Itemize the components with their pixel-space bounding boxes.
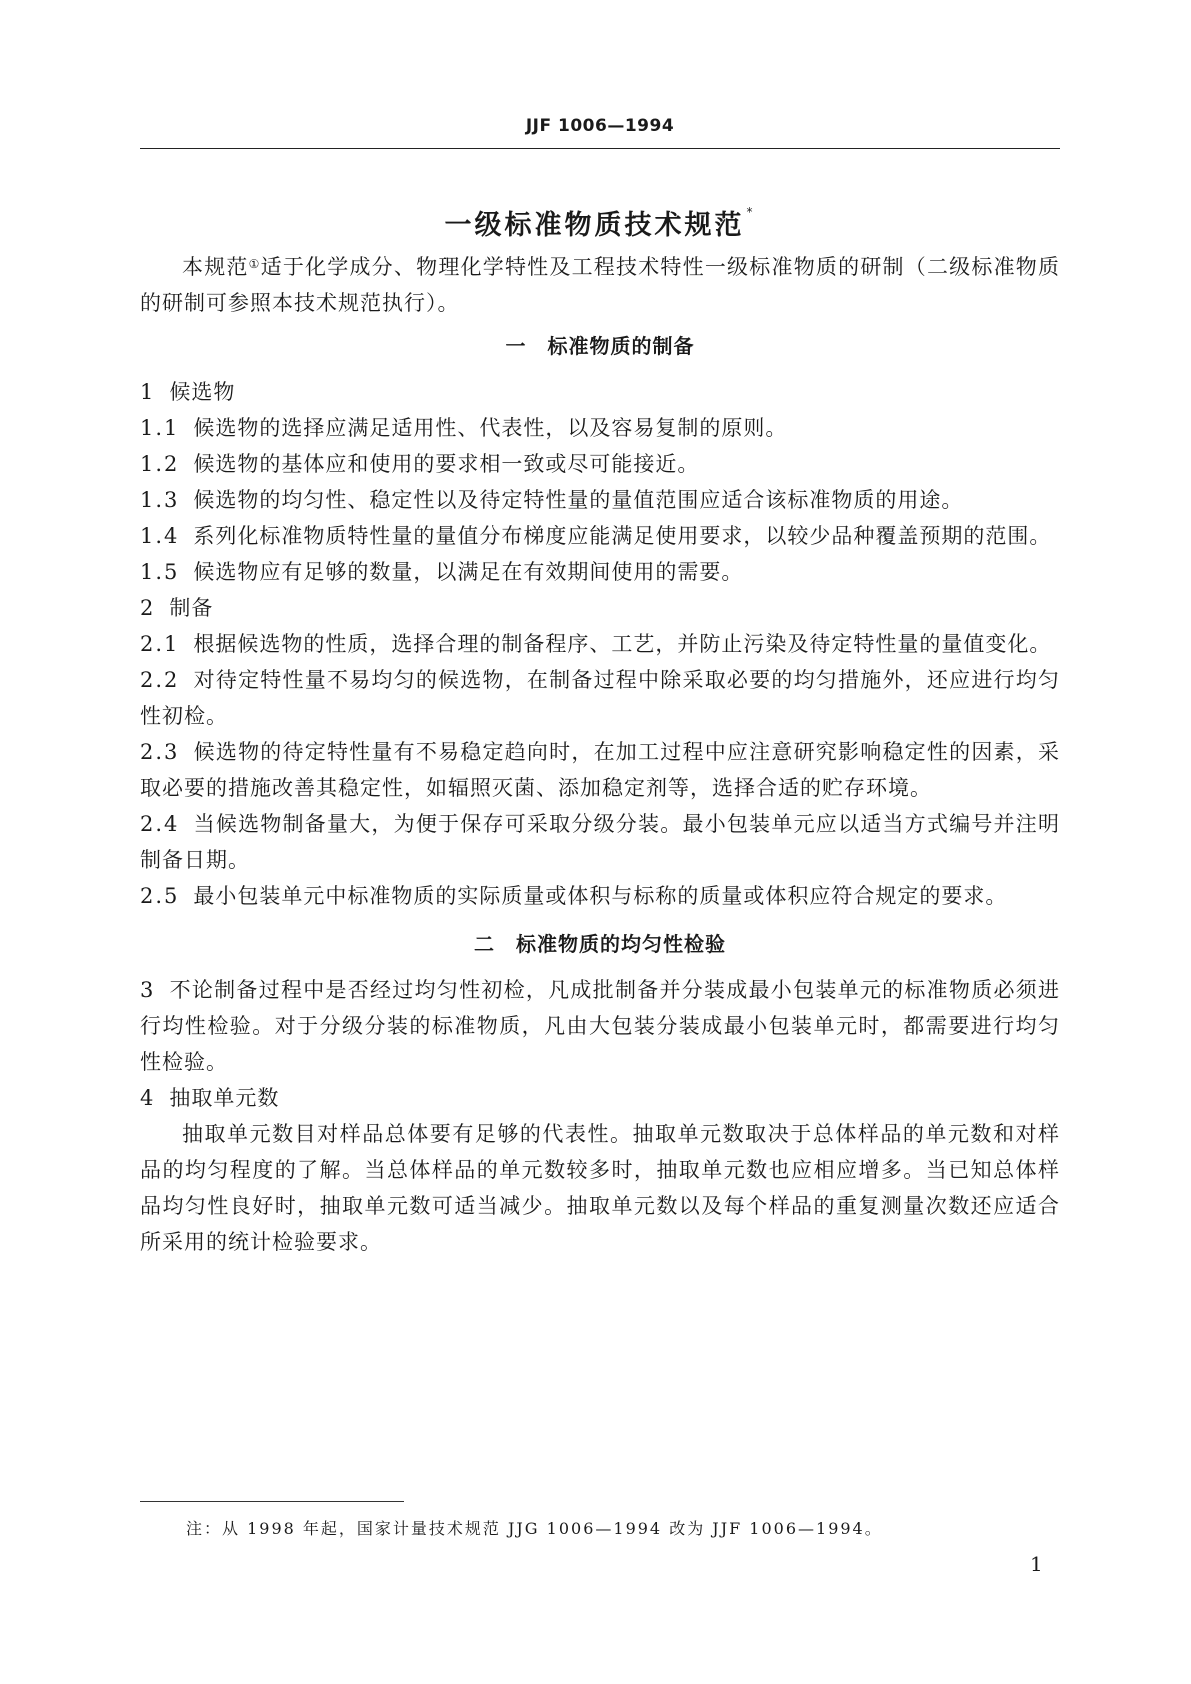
clause-text: 候选物的均匀性、稳定性以及待定特性量的量值范围应适合该标准物质的用途。 xyxy=(193,488,964,512)
clause-number: 1.5 xyxy=(140,560,180,584)
clause xyxy=(140,518,1060,554)
clause-number: 4 xyxy=(140,1086,156,1110)
clause xyxy=(140,806,1060,878)
clause xyxy=(140,446,1060,482)
clause-text: 抽取单元数 xyxy=(169,1086,280,1110)
footnote: 注：从 1998 年起，国家计量技术规范 JJG 1006—1994 改为 JJF 1006—1994。 xyxy=(186,1519,883,1538)
page-number: 1 xyxy=(1030,1552,1043,1576)
clause xyxy=(140,734,1060,806)
clause xyxy=(140,662,1060,734)
clause xyxy=(140,554,1060,590)
document-body xyxy=(140,249,1060,1260)
document-title xyxy=(140,203,1060,242)
clause-text: 对待定特性量不易均匀的候选物，在制备过程中除采取必要的均匀措施外，还应进行均匀性初检。 xyxy=(140,668,1060,728)
clause-number: 2.4 xyxy=(140,812,180,836)
clause xyxy=(140,972,1060,1080)
clause-number: 1.2 xyxy=(140,452,180,476)
header-rule xyxy=(140,148,1060,149)
footnote-rule xyxy=(140,1501,404,1502)
clause xyxy=(140,590,1060,626)
clause-text: 系列化标准物质特性量的量值分布梯度应能满足使用要求，以较少品种覆盖预期的范围。 xyxy=(193,524,1052,548)
clause xyxy=(140,410,1060,446)
clause-text: 不论制备过程中是否经过均匀性初检，凡成批制备并分装成最小包装单元的标准物质必须进行均性检验。对于分级分装的标准物质，凡由大包装分装成最小包装单元时，都需要进行均匀性检验。 xyxy=(140,978,1060,1074)
intro-paragraph xyxy=(140,249,1060,321)
clause-number: 1.4 xyxy=(140,524,180,548)
body-paragraph: 抽取单元数目对样品总体要有足够的代表性。抽取单元数取决于总体样品的单元数和对样品的均匀程度的了解。当总体样品的单元数较多时，抽取单元数也应相应增多。当已知总体样品均匀性良好时，抽取单元数可适当减少。抽取单元数以及每个样品的重复测量次数还应适合所采用的统计检验要求。 xyxy=(140,1122,1060,1254)
clause-text: 最小包装单元中标准物质的实际质量或体积与标称的质量或体积应符合规定的要求。 xyxy=(193,884,1008,908)
clause-number: 1 xyxy=(140,380,156,404)
clause-text: 候选物的待定特性量有不易稳定趋向时，在加工过程中应注意研究影响稳定性的因素，采取必要的措施改善其稳定性，如辐照灭菌、添加稳定剂等，选择合适的贮存环境。 xyxy=(140,740,1060,800)
intro-text-before: 本规范 xyxy=(182,255,249,279)
clause-number: 2.1 xyxy=(140,632,180,656)
clause-number: 2.2 xyxy=(140,668,180,692)
clause xyxy=(140,878,1060,914)
clause xyxy=(140,1080,1060,1116)
clause-text: 候选物 xyxy=(169,380,236,404)
clause xyxy=(140,374,1060,410)
section-heading: 二 标准物质的均匀性检验 xyxy=(474,932,726,956)
intro-text-after: 适于化学成分、物理化学特性及工程技术特性一级标准物质的研制（二级标准物质的研制可参照本技术规范执行）。 xyxy=(140,255,1061,315)
title-asterisk-mark: * xyxy=(746,205,756,219)
clause-text: 制备 xyxy=(169,596,214,620)
clause-text: 候选物的基体应和使用的要求相一致或尽可能接近。 xyxy=(193,452,700,476)
clause-text: 根据候选物的性质，选择合理的制备程序、工艺，并防止污染及待定特性量的量值变化。 xyxy=(193,632,1052,656)
clause-text: 候选物的选择应满足适用性、代表性，以及容易复制的原则。 xyxy=(193,416,788,440)
section-heading: 一 标准物质的制备 xyxy=(505,334,695,358)
clause-number: 2.5 xyxy=(140,884,180,908)
clause-number: 2.3 xyxy=(140,740,180,764)
clause-text: 候选物应有足够的数量，以满足在有效期间使用的需要。 xyxy=(193,560,744,584)
document-code-header: JJF 1006—1994 xyxy=(525,116,675,136)
footnote-marker: ① xyxy=(248,257,261,271)
clause-number: 2 xyxy=(140,596,156,620)
clause-number: 3 xyxy=(140,978,156,1002)
title-text: 一级标准物质技术规范 xyxy=(444,210,745,241)
clause-number: 1.3 xyxy=(140,488,180,512)
clause xyxy=(140,626,1060,662)
clause-text: 当候选物制备量大，为便于保存可采取分级分装。最小包装单元应以适当方式编号并注明制备日期。 xyxy=(140,812,1060,872)
clause xyxy=(140,482,1060,518)
clause-number: 1.1 xyxy=(140,416,180,440)
